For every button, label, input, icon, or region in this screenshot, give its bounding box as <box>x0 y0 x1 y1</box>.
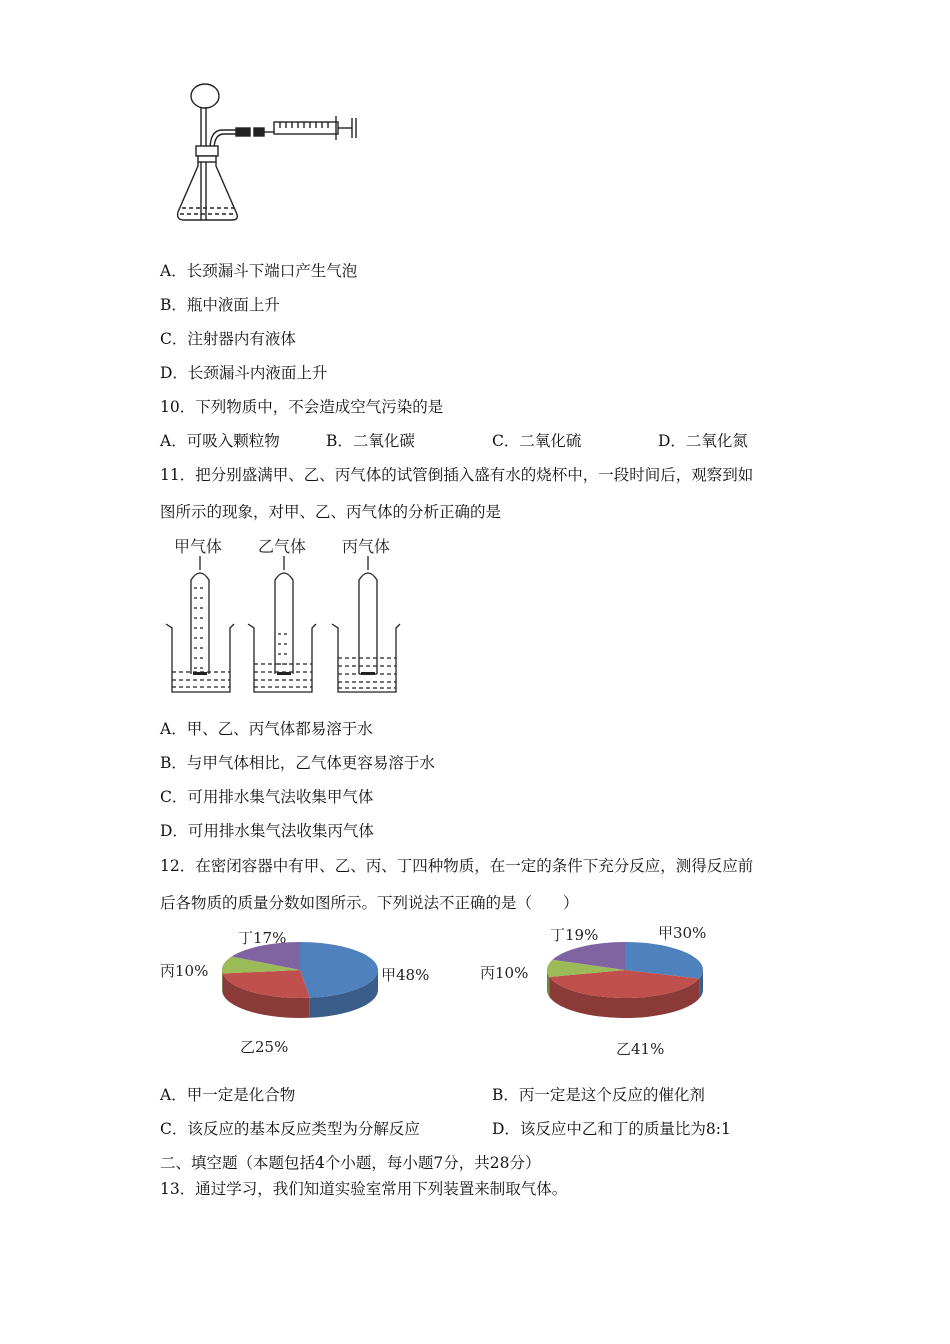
q11-stem-line2: 图所示的现象，对甲、乙、丙气体的分析正确的是 <box>160 503 502 521</box>
apparatus-figure <box>170 80 370 230</box>
q12-option-a: A．甲一定是化合物 <box>160 1086 296 1104</box>
q12-stem-line2: 后各物质的质量分数如图所示。下列说法不正确的是（ ） <box>160 894 579 912</box>
pie-before-label-yi: 乙25% <box>240 1038 289 1056</box>
q12-stem-line1: 12．在密闭容器中有甲、乙、丙、丁四种物质，在一定的条件下充分反应，测得反应前 <box>160 857 754 875</box>
q11-stem-line1: 11．把分别盛满甲、乙、丙气体的试管倒插入盛有水的烧杯中，一段时间后，观察到如 <box>160 466 754 484</box>
q10-stem: 10．下列物质中，不会造成空气污染的是 <box>160 398 444 416</box>
pie-after-label-ding: 丁19% <box>550 926 599 944</box>
tube-label-jia: 甲气体 <box>174 537 223 556</box>
pie-charts <box>150 920 750 1065</box>
q12-option-d: D．该反应中乙和丁的质量比为8:1 <box>492 1120 731 1138</box>
pie-after <box>547 942 703 1018</box>
q11-option-b: B．与甲气体相比，乙气体更容易溶于水 <box>160 754 435 772</box>
tube-label-yi: 乙气体 <box>258 537 307 556</box>
q11-option-d: D．可用排水集气法收集丙气体 <box>160 822 374 840</box>
pie-before-side-bing <box>222 970 223 994</box>
q12-option-c: C．该反应的基本反应类型为分解反应 <box>160 1120 420 1138</box>
q9-option-d: D．长颈漏斗内液面上升 <box>160 364 328 382</box>
pie-before-label-bing: 丙10% <box>160 962 209 980</box>
q11-option-c: C．可用排水集气法收集甲气体 <box>160 788 374 806</box>
q9-option-b: B．瓶中液面上升 <box>160 296 280 314</box>
tube-label-bing: 丙气体 <box>342 537 391 556</box>
pie-after-label-yi: 乙41% <box>616 1040 665 1058</box>
q10-option-a: A．可吸入颗粒物 <box>160 432 280 450</box>
pie-before <box>222 942 378 1018</box>
test-tubes-figure <box>160 532 410 700</box>
q9-option-c: C．注射器内有液体 <box>160 330 296 348</box>
q10-option-c: C．二氧化硫 <box>492 432 582 450</box>
q13-stem: 13．通过学习，我们知道实验室常用下列装置来制取气体。 <box>160 1180 568 1198</box>
q9-option-a: A．长颈漏斗下端口产生气泡 <box>160 262 358 280</box>
q12-option-b: B．丙一定是这个反应的催化剂 <box>492 1086 705 1104</box>
q10-option-b: B．二氧化碳 <box>326 432 415 450</box>
pie-before-label-jia: 甲48% <box>381 966 430 984</box>
pie-after-label-bing: 丙10% <box>480 964 529 982</box>
pie-after-label-jia: 甲30% <box>658 924 707 942</box>
pie-before-label-ding: 丁17% <box>238 929 287 947</box>
q11-option-a: A．甲、乙、丙气体都易溶于水 <box>160 720 373 738</box>
section-2-heading: 二、填空题（本题包括4个小题，每小题7分，共28分） <box>160 1154 541 1172</box>
q10-option-d: D．二氧化氮 <box>658 432 748 450</box>
